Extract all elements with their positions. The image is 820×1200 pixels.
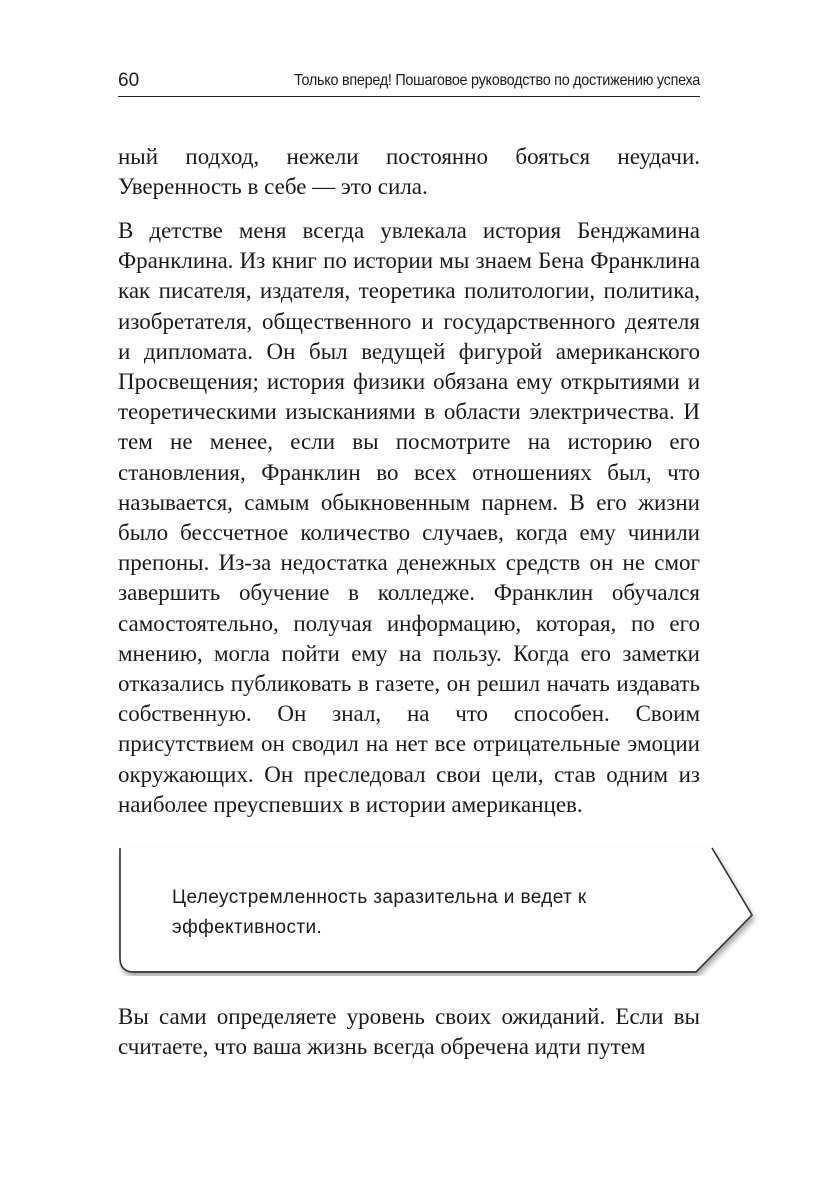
running-header <box>118 66 700 97</box>
paragraph-3: Вы сами определяете уровень своих ожиданий. Если вы считаете, что ваша жизнь всегда обречена идти путем <box>118 1004 700 1060</box>
callout-quote: Целеустремленность заразительна и ведет к эффективности. <box>172 887 587 938</box>
quote-callout <box>118 846 758 976</box>
page-number: 60 <box>118 70 140 91</box>
paragraph-1: ный подход, нежели постоянно бояться неудачи. Уверенность в себе — это сила. <box>118 144 700 200</box>
paragraph-2: В детстве меня всегда увлекала история Бенджамина Франклина. Из книг по истории мы знаем Бена Франклина как писателя, издателя, теоретика политологии, политика, изобретателя, общественного и государственного деятеля и дипломата. Он был ведущей фигурой американского Просвещения; история физики обязана ему открытиями и теоретическими изысканиями в области электричества. И тем не менее, если вы посмотрите на историю его становления, Франклин во всех отношениях был, что называется, самым обыкновенным парнем. В его жизни было бессчетное количество случаев, когда ему чинили препоны. Из-за недостатка денежных средств он не смог завершить обучение в колледже. Франклин обучался самостоятельно, получая информацию, которая, по его мнению, могла пойти ему на пользу. Когда его заметки отказались публиковать в газете, он решил начать издавать собственную. Он знал, на что способен. Своим присутствием он сводил на нет все отрицательные эмоции окружающих. Он преследовал свои цели, став одним из наиболее преуспевших в истории американцев. <box>118 218 700 817</box>
running-title: Только вперед! Пошаговое руководство по достижению успеха <box>294 72 700 89</box>
